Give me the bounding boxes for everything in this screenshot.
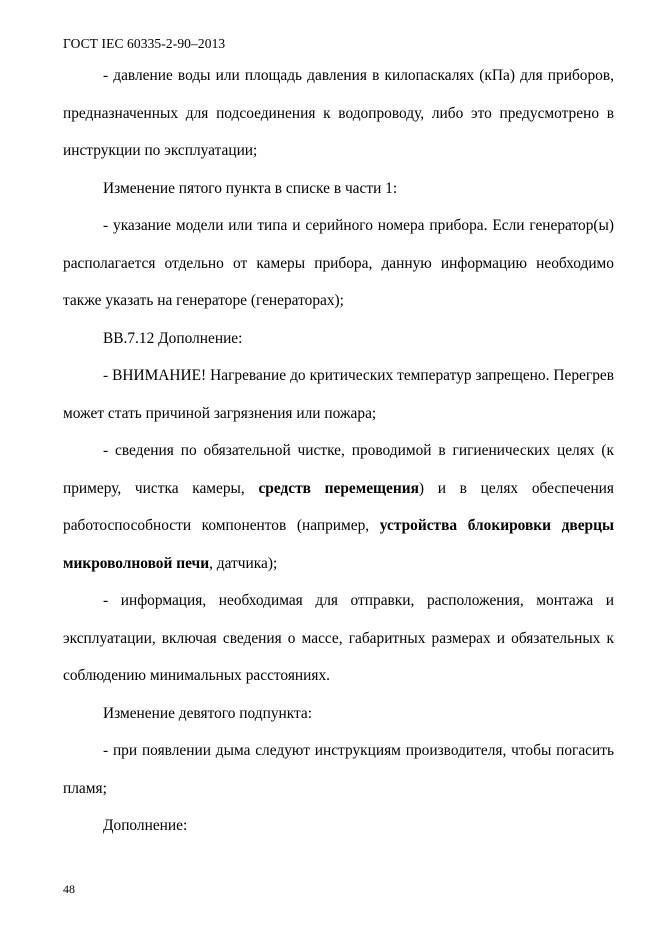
paragraph-model-serial: - указание модели или типа и серийного номера прибора. Если генератор(ы) располагается отдельно от камеры прибора, данную информацию необходимо также указать на генераторе (генераторах);: [63, 217, 614, 309]
paragraph-bb-7-12: ВВ.7.12 Дополнение:: [103, 329, 243, 347]
paragraph-addition: Дополнение:: [103, 817, 188, 834]
document-code-header: ГОСТ IEC 60335-2-90–2013: [63, 36, 226, 51]
cleaning-text-1: - сведения по обязательной чистке, проводимой в гигиенических целях (к примеру, чистка камеры,: [63, 442, 614, 497]
document-body: [63, 57, 614, 845]
cleaning-text-3: , датчика);: [209, 554, 278, 572]
paragraph-change-fifth-item: Изменение пятого пункта в списке в части 1:: [103, 179, 398, 197]
cleaning-bold-term-2: устройства блокировки дверцы микроволновой печи: [63, 517, 614, 572]
paragraph-change-ninth-subitem: Изменение девятого подпункта:: [103, 704, 313, 722]
paragraph-shipping-info: - информация, необходимая для отправки, расположения, монтажа и эксплуатации, включая сведения о массе, габаритных размерах и обязательных к соблюдению минимальных расстояниях.: [63, 592, 614, 684]
cleaning-bold-term-1: средств перемещения: [258, 479, 419, 497]
cleaning-text-2: ) и в целях обеспечения работоспособности компонентов (например,: [63, 479, 614, 534]
paragraph-smoke-instructions: - при появлении дыма следуют инструкциям производителя, чтобы погасить пламя;: [63, 742, 614, 797]
paragraph-water-pressure: - давление воды или площадь давления в килопаскалях (кПа) для приборов, предназначенных для подсоединения к водопроводу, либо это предусмотрено в инструкции по эксплуатации;: [63, 67, 614, 159]
paragraph-warning: - ВНИМАНИЕ! Нагревание до критических температур запрещено. Перегрев может стать причиной загрязнения или пожара;: [63, 367, 614, 422]
paragraph-cleaning: [63, 432, 614, 582]
page-number: 48: [63, 882, 75, 896]
